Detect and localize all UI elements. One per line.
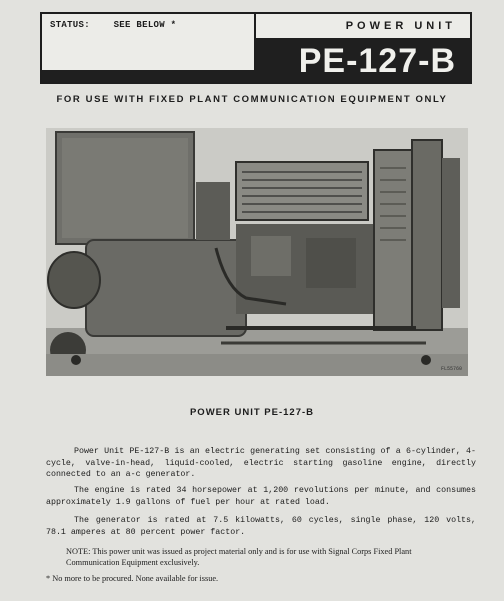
header-box	[40, 12, 472, 84]
status-box	[42, 14, 256, 72]
header-subtitle: POWER UNIT	[345, 20, 456, 32]
footnote-text: * No more to be procured. None available for issue.	[46, 574, 219, 583]
model-title: PE-127-B	[256, 38, 470, 82]
generator-photo	[46, 128, 468, 376]
paragraph-description: Power Unit PE-127-B is an electric generating set consisting of a 6-cylinder, 4-cycle, valve-in-head, liquid-cooled, electric starting gasoline engine, directly connected to an a-c generator.	[46, 447, 476, 479]
note-text: NOTE: This power unit was issued as project material only and is for use with Signal Corps Fixed Plant Communication Equipment exclusively.	[66, 547, 412, 567]
header-bottom-bar	[42, 70, 256, 82]
generator-illustration	[46, 128, 468, 376]
status-label: STATUS:	[50, 20, 90, 30]
paragraph-generator-rating: The generator is rated at 7.5 kilowatts, 60 cycles, single phase, 120 volts, 78.1 amperes at 80 percent power factor.	[46, 516, 476, 537]
usage-line: FOR USE WITH FIXED PLANT COMMUNICATION EQUIPMENT ONLY	[56, 94, 448, 105]
photo-code: FL55760	[440, 366, 462, 372]
paragraph-engine-rating: The engine is rated 34 horsepower at 1,200 revolutions per minute, and consumes approximately 1.9 gallons of fuel per hour at rated load.	[46, 486, 476, 507]
status-value: SEE BELOW *	[113, 20, 177, 30]
photo-caption: POWER UNIT PE-127-B	[189, 407, 315, 418]
